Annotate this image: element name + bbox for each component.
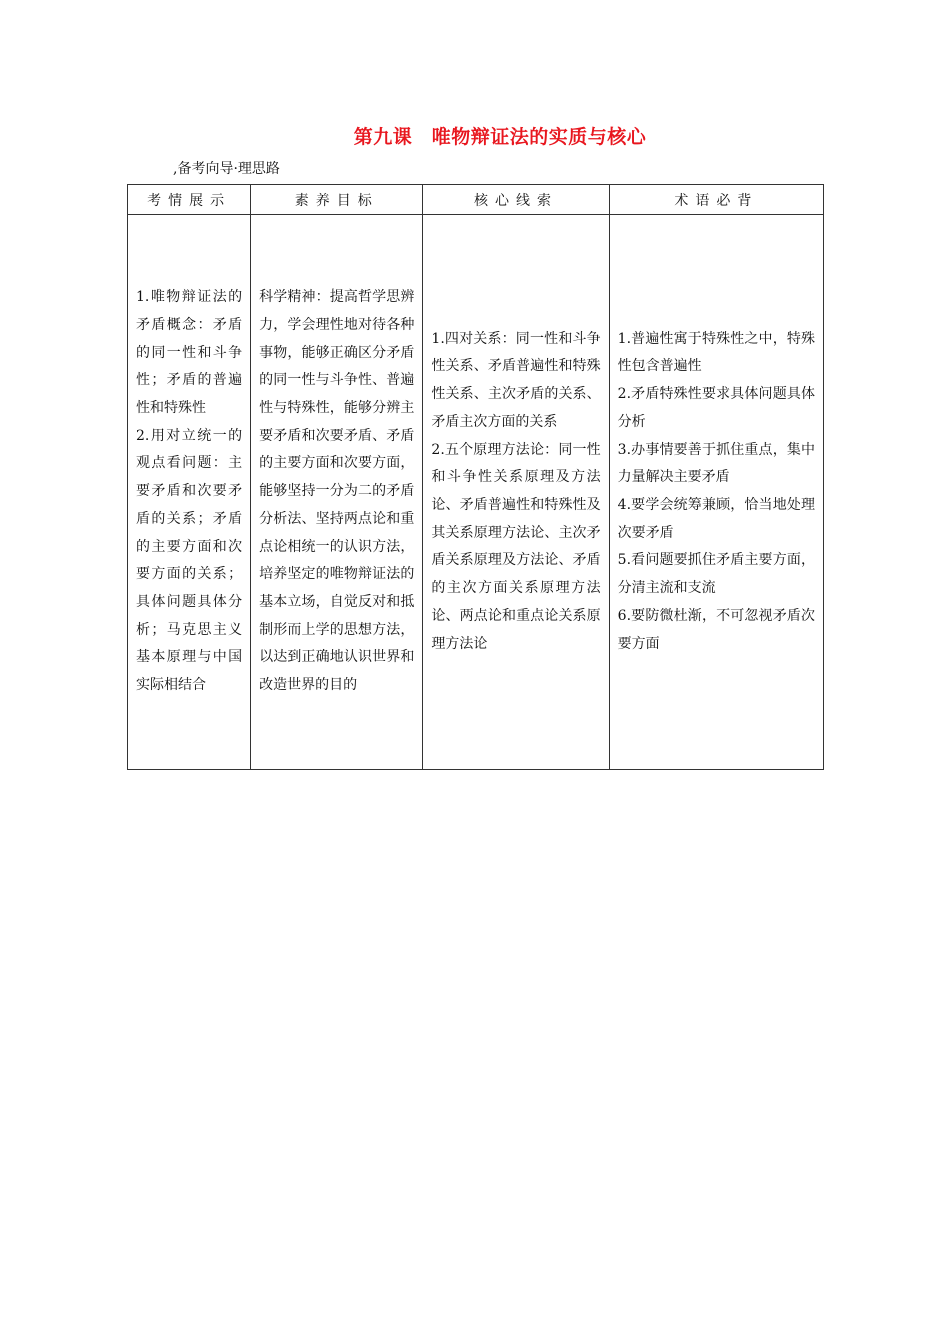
cell-exam-situation: 1.唯物辩证法的矛盾概念：矛盾的同一性和斗争性；矛盾的普遍性和特殊性 2.用对立统一的观点看问题：主要矛盾和次要矛盾的关系；矛盾的主要方面和次要方面的关系；具体问题具体分析；马克思主义基本原理与中国实际相结合 (128, 215, 251, 770)
header-key-terms: 术语必背 (609, 185, 823, 215)
overview-table (127, 184, 824, 770)
header-exam-situation: 考情展示 (128, 185, 251, 215)
cell-key-terms: 1.普遍性寓于特殊性之中，特殊性包含普遍性 2.矛盾特殊性要求具体问题具体分析 3.办事情要善于抓住重点，集中力量解决主要矛盾 4.要学会统筹兼顾，恰当地处理次要矛盾 5.看问题要抓住矛盾主要方面，分清主流和支流 6.要防微杜渐，不可忽视矛盾次要方面 (609, 215, 823, 770)
section-subtitle: ,备考向导·理思路 (173, 161, 280, 177)
header-literacy-goals: 素养目标 (251, 185, 423, 215)
table-row (128, 215, 824, 770)
header-core-clues: 核心线索 (423, 185, 609, 215)
page-title: 第九课 唯物辩证法的实质与核心 (353, 126, 647, 148)
table-header-row (128, 185, 824, 215)
cell-literacy-goals: 科学精神：提高哲学思辨力，学会理性地对待各种事物，能够正确区分矛盾的同一性与斗争性、普遍性与特殊性，能够分辨主要矛盾和次要矛盾、矛盾的主要方面和次要方面，能够坚持一分为二的矛盾分析法、坚持两点论和重点论相统一的认识方法，培养坚定的唯物辩证法的基本立场，自觉反对和抵制形而上学的思想方法，以达到正确地认识世界和改造世界的目的 (251, 215, 423, 770)
cell-core-clues: 1.四对关系：同一性和斗争性关系、矛盾普遍性和特殊性关系、主次矛盾的关系、矛盾主次方面的关系 2.五个原理方法论：同一性和斗争性关系原理及方法论、矛盾普遍性和特殊性及其关系原理方法论、主次矛盾关系原理及方法论、矛盾的主次方面关系原理方法论、两点论和重点论关系原理方法论 (423, 215, 609, 770)
